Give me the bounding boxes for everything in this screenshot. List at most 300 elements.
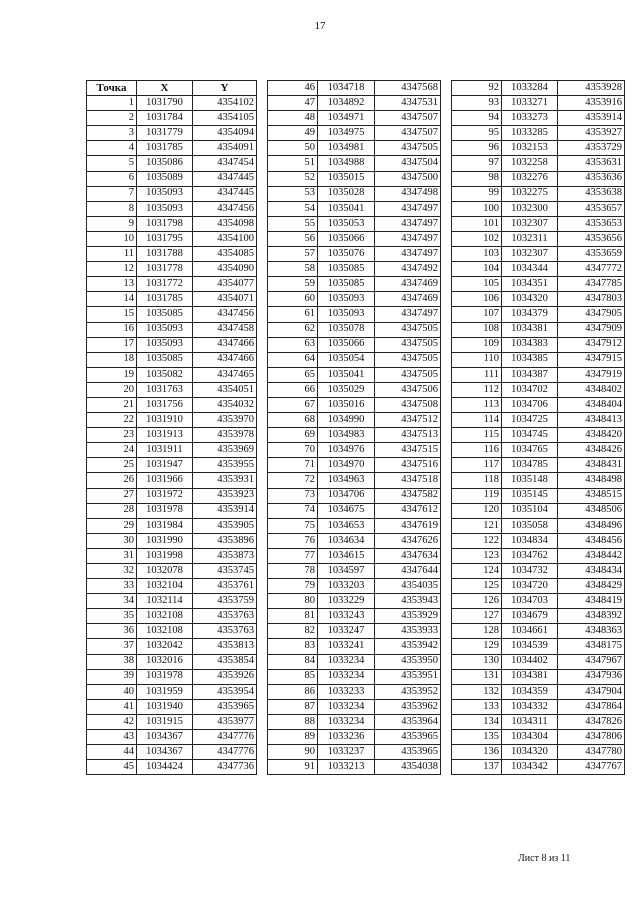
x-coordinate: 1035085: [318, 277, 375, 292]
x-coordinate: 1035076: [318, 247, 375, 262]
x-coordinate: 1035058: [502, 518, 558, 533]
x-coordinate: 1033237: [318, 745, 375, 760]
y-coordinate: 4348392: [558, 609, 625, 624]
y-coordinate: 4347456: [193, 201, 257, 216]
point-number: 72: [268, 473, 318, 488]
y-coordinate: 4347492: [375, 262, 441, 277]
point-number: 18: [87, 352, 137, 367]
x-coordinate: 1033213: [318, 760, 375, 775]
y-coordinate: 4348429: [558, 579, 625, 594]
coordinates-tables: [86, 80, 625, 775]
x-coordinate: 1035086: [137, 156, 193, 171]
table-row: [87, 171, 257, 186]
y-coordinate: 4353942: [375, 639, 441, 654]
y-coordinate: 4353965: [193, 699, 257, 714]
x-coordinate: 1035145: [502, 488, 558, 503]
table-row: [268, 352, 441, 367]
y-coordinate: 4347506: [375, 382, 441, 397]
y-coordinate: 4347505: [375, 352, 441, 367]
point-number: 54: [268, 201, 318, 216]
x-coordinate: 1031966: [137, 473, 193, 488]
y-coordinate: 4353951: [375, 669, 441, 684]
y-coordinate: 4347497: [375, 307, 441, 322]
table-row: [452, 277, 625, 292]
point-number: 86: [268, 684, 318, 699]
point-number: 99: [452, 186, 502, 201]
y-coordinate: 4353928: [558, 81, 625, 96]
table-row: [452, 443, 625, 458]
point-number: 23: [87, 428, 137, 443]
y-coordinate: 4348442: [558, 548, 625, 563]
x-coordinate: 1035041: [318, 201, 375, 216]
y-coordinate: 4347767: [558, 760, 625, 775]
x-coordinate: 1035028: [318, 186, 375, 201]
point-number: 49: [268, 126, 318, 141]
x-coordinate: 1035078: [318, 322, 375, 337]
x-coordinate: 1031913: [137, 428, 193, 443]
x-coordinate: 1031998: [137, 548, 193, 563]
x-coordinate: 1035082: [137, 367, 193, 382]
y-coordinate: 4354071: [193, 292, 257, 307]
y-coordinate: 4353905: [193, 518, 257, 533]
x-coordinate: 1034381: [502, 322, 558, 337]
table-row: [452, 669, 625, 684]
y-coordinate: 4353965: [375, 745, 441, 760]
coordinates-table-3: [451, 80, 625, 775]
y-coordinate: 4353943: [375, 594, 441, 609]
header-x: X: [137, 81, 193, 96]
x-coordinate: 1032153: [502, 141, 558, 156]
point-number: 77: [268, 548, 318, 563]
point-number: 47: [268, 96, 318, 111]
y-coordinate: 4348496: [558, 518, 625, 533]
x-coordinate: 1034379: [502, 307, 558, 322]
x-coordinate: 1035066: [318, 337, 375, 352]
y-coordinate: 4347905: [558, 307, 625, 322]
point-number: 19: [87, 367, 137, 382]
table-row: [268, 730, 441, 745]
y-coordinate: 4353916: [558, 96, 625, 111]
table-row: [452, 458, 625, 473]
point-number: 35: [87, 609, 137, 624]
y-coordinate: 4354032: [193, 397, 257, 412]
x-coordinate: 1035066: [318, 231, 375, 246]
x-coordinate: 1034718: [318, 81, 375, 96]
point-number: 94: [452, 111, 502, 126]
x-coordinate: 1035093: [137, 337, 193, 352]
point-number: 102: [452, 231, 502, 246]
y-coordinate: 4347505: [375, 367, 441, 382]
x-coordinate: 1032078: [137, 564, 193, 579]
point-number: 93: [452, 96, 502, 111]
y-coordinate: 4347497: [375, 247, 441, 262]
x-coordinate: 1033234: [318, 699, 375, 714]
table-row: [452, 533, 625, 548]
table-row: [268, 745, 441, 760]
table-row: [452, 564, 625, 579]
table-row: [452, 111, 625, 126]
table-row: [452, 503, 625, 518]
point-number: 26: [87, 473, 137, 488]
x-coordinate: 1034976: [318, 443, 375, 458]
point-number: 127: [452, 609, 502, 624]
y-coordinate: 4347612: [375, 503, 441, 518]
table-row: [452, 473, 625, 488]
point-number: 30: [87, 533, 137, 548]
x-coordinate: 1034359: [502, 684, 558, 699]
table-row: [87, 669, 257, 684]
point-number: 25: [87, 458, 137, 473]
point-number: 27: [87, 488, 137, 503]
point-number: 104: [452, 262, 502, 277]
table-row: [87, 413, 257, 428]
y-coordinate: 4347469: [375, 277, 441, 292]
point-number: 128: [452, 624, 502, 639]
point-number: 115: [452, 428, 502, 443]
y-coordinate: 4353952: [375, 684, 441, 699]
coordinates-table-2: [267, 80, 441, 775]
table-row: [268, 126, 441, 141]
x-coordinate: 1034834: [502, 533, 558, 548]
y-coordinate: 4347498: [375, 186, 441, 201]
y-coordinate: 4347915: [558, 352, 625, 367]
table-row: [87, 564, 257, 579]
table-row: [268, 594, 441, 609]
x-coordinate: 1035029: [318, 382, 375, 397]
point-number: 36: [87, 624, 137, 639]
y-coordinate: 4353761: [193, 579, 257, 594]
x-coordinate: 1031978: [137, 669, 193, 684]
x-coordinate: 1034424: [137, 760, 193, 775]
point-number: 58: [268, 262, 318, 277]
y-coordinate: 4347465: [193, 367, 257, 382]
table-row: [87, 609, 257, 624]
table-row: [268, 367, 441, 382]
y-coordinate: 4347469: [375, 292, 441, 307]
point-number: 13: [87, 277, 137, 292]
point-number: 130: [452, 654, 502, 669]
table-row: [452, 171, 625, 186]
y-coordinate: 4347909: [558, 322, 625, 337]
point-number: 55: [268, 216, 318, 231]
point-number: 132: [452, 684, 502, 699]
point-number: 84: [268, 654, 318, 669]
table-row: [87, 277, 257, 292]
table-row: [452, 216, 625, 231]
y-coordinate: 4347626: [375, 533, 441, 548]
table-row: [268, 277, 441, 292]
point-number: 33: [87, 579, 137, 594]
y-coordinate: 4353955: [193, 458, 257, 473]
table-row: [87, 307, 257, 322]
point-number: 1: [87, 96, 137, 111]
x-coordinate: 1033285: [502, 126, 558, 141]
point-number: 116: [452, 443, 502, 458]
y-coordinate: 4353873: [193, 548, 257, 563]
y-coordinate: 4348498: [558, 473, 625, 488]
point-number: 75: [268, 518, 318, 533]
point-number: 124: [452, 564, 502, 579]
y-coordinate: 4353759: [193, 594, 257, 609]
x-coordinate: 1031959: [137, 684, 193, 699]
y-coordinate: 4347500: [375, 171, 441, 186]
point-number: 53: [268, 186, 318, 201]
table-row: [268, 760, 441, 775]
x-coordinate: 1034675: [318, 503, 375, 518]
x-coordinate: 1033241: [318, 639, 375, 654]
point-number: 44: [87, 745, 137, 760]
table-row: [452, 397, 625, 412]
point-number: 87: [268, 699, 318, 714]
x-coordinate: 1035093: [137, 201, 193, 216]
x-coordinate: 1032307: [502, 216, 558, 231]
table-row: [268, 231, 441, 246]
x-coordinate: 1034387: [502, 367, 558, 382]
table-row: [87, 292, 257, 307]
table-row: [452, 382, 625, 397]
y-coordinate: 4353923: [193, 488, 257, 503]
y-coordinate: 4347864: [558, 699, 625, 714]
x-coordinate: 1034703: [502, 594, 558, 609]
x-coordinate: 1031795: [137, 231, 193, 246]
point-number: 103: [452, 247, 502, 262]
table-row: [87, 111, 257, 126]
table-row: [452, 428, 625, 443]
table-row: [452, 231, 625, 246]
x-coordinate: 1031784: [137, 111, 193, 126]
point-number: 113: [452, 397, 502, 412]
y-coordinate: 4347497: [375, 231, 441, 246]
point-number: 38: [87, 654, 137, 669]
header-y: Y: [193, 81, 257, 96]
y-coordinate: 4354098: [193, 216, 257, 231]
y-coordinate: 4347458: [193, 322, 257, 337]
y-coordinate: 4347634: [375, 548, 441, 563]
table-row: [268, 609, 441, 624]
y-coordinate: 4348434: [558, 564, 625, 579]
x-coordinate: 1031778: [137, 262, 193, 277]
table-row: [452, 201, 625, 216]
y-coordinate: 4348431: [558, 458, 625, 473]
point-number: 46: [268, 81, 318, 96]
point-number: 110: [452, 352, 502, 367]
y-coordinate: 4347497: [375, 201, 441, 216]
table-header-row: [87, 81, 257, 96]
point-number: 17: [87, 337, 137, 352]
y-coordinate: 4353926: [193, 669, 257, 684]
y-coordinate: 4353931: [193, 473, 257, 488]
point-number: 70: [268, 443, 318, 458]
x-coordinate: 1031978: [137, 503, 193, 518]
y-coordinate: 4353638: [558, 186, 625, 201]
table-row: [268, 397, 441, 412]
table-row: [268, 548, 441, 563]
table-row: [268, 216, 441, 231]
table-row: [452, 322, 625, 337]
point-number: 45: [87, 760, 137, 775]
point-number: 111: [452, 367, 502, 382]
point-number: 79: [268, 579, 318, 594]
table-row: [452, 156, 625, 171]
x-coordinate: 1031990: [137, 533, 193, 548]
table-row: [87, 624, 257, 639]
point-number: 80: [268, 594, 318, 609]
y-coordinate: 4347516: [375, 458, 441, 473]
x-coordinate: 1033234: [318, 654, 375, 669]
x-coordinate: 1031911: [137, 443, 193, 458]
x-coordinate: 1033247: [318, 624, 375, 639]
x-coordinate: 1032276: [502, 171, 558, 186]
point-number: 61: [268, 307, 318, 322]
table-row: [87, 760, 257, 775]
table-row: [268, 156, 441, 171]
table-row: [452, 624, 625, 639]
point-number: 119: [452, 488, 502, 503]
x-coordinate: 1034983: [318, 428, 375, 443]
x-coordinate: 1034661: [502, 624, 558, 639]
table-row: [87, 730, 257, 745]
table-row: [87, 488, 257, 503]
y-coordinate: 4347505: [375, 322, 441, 337]
table-row: [268, 699, 441, 714]
x-coordinate: 1033271: [502, 96, 558, 111]
y-coordinate: 4347497: [375, 216, 441, 231]
table-row: [268, 564, 441, 579]
y-coordinate: 4347456: [193, 307, 257, 322]
table-row: [87, 654, 257, 669]
y-coordinate: 4348426: [558, 443, 625, 458]
table-row: [268, 518, 441, 533]
point-number: 134: [452, 714, 502, 729]
point-number: 100: [452, 201, 502, 216]
point-number: 22: [87, 413, 137, 428]
y-coordinate: 4347445: [193, 171, 257, 186]
table-row: [452, 684, 625, 699]
point-number: 118: [452, 473, 502, 488]
y-coordinate: 4347513: [375, 428, 441, 443]
point-number: 88: [268, 714, 318, 729]
y-coordinate: 4347803: [558, 292, 625, 307]
table-row: [268, 458, 441, 473]
point-number: 85: [268, 669, 318, 684]
table-row: [87, 201, 257, 216]
x-coordinate: 1035041: [318, 367, 375, 382]
x-coordinate: 1033273: [502, 111, 558, 126]
table-row: [268, 382, 441, 397]
table-row: [452, 654, 625, 669]
table-row: [452, 126, 625, 141]
x-coordinate: 1035093: [137, 322, 193, 337]
table-row: [268, 533, 441, 548]
point-number: 65: [268, 367, 318, 382]
table-row: [452, 337, 625, 352]
x-coordinate: 1034720: [502, 579, 558, 594]
y-coordinate: 4354102: [193, 96, 257, 111]
table-row: [87, 745, 257, 760]
y-coordinate: 4347505: [375, 337, 441, 352]
x-coordinate: 1035085: [137, 307, 193, 322]
point-number: 97: [452, 156, 502, 171]
table-row: [452, 579, 625, 594]
table-row: [87, 428, 257, 443]
point-number: 7: [87, 186, 137, 201]
point-number: 73: [268, 488, 318, 503]
y-coordinate: 4354105: [193, 111, 257, 126]
x-coordinate: 1034679: [502, 609, 558, 624]
y-coordinate: 4347776: [193, 745, 257, 760]
x-coordinate: 1031915: [137, 714, 193, 729]
x-coordinate: 1031798: [137, 216, 193, 231]
y-coordinate: 4354038: [375, 760, 441, 775]
point-number: 101: [452, 216, 502, 231]
point-number: 8: [87, 201, 137, 216]
y-coordinate: 4353965: [375, 730, 441, 745]
y-coordinate: 4353763: [193, 609, 257, 624]
y-coordinate: 4353964: [375, 714, 441, 729]
y-coordinate: 4353659: [558, 247, 625, 262]
point-number: 74: [268, 503, 318, 518]
table-row: [268, 443, 441, 458]
x-coordinate: 1034385: [502, 352, 558, 367]
x-coordinate: 1033234: [318, 669, 375, 684]
y-coordinate: 4353954: [193, 684, 257, 699]
point-number: 82: [268, 624, 318, 639]
x-coordinate: 1034706: [502, 397, 558, 412]
table-row: [452, 699, 625, 714]
point-number: 50: [268, 141, 318, 156]
y-coordinate: 4348515: [558, 488, 625, 503]
table-row: [268, 141, 441, 156]
x-coordinate: 1034351: [502, 277, 558, 292]
point-number: 42: [87, 714, 137, 729]
table-row: [87, 337, 257, 352]
table-row: [268, 307, 441, 322]
table-row: [268, 624, 441, 639]
table-row: [452, 548, 625, 563]
y-coordinate: 4348419: [558, 594, 625, 609]
x-coordinate: 1033229: [318, 594, 375, 609]
x-coordinate: 1032108: [137, 624, 193, 639]
x-coordinate: 1034381: [502, 669, 558, 684]
y-coordinate: 4348413: [558, 413, 625, 428]
y-coordinate: 4347466: [193, 337, 257, 352]
y-coordinate: 4347568: [375, 81, 441, 96]
x-coordinate: 1034765: [502, 443, 558, 458]
x-coordinate: 1031972: [137, 488, 193, 503]
point-number: 10: [87, 231, 137, 246]
x-coordinate: 1034963: [318, 473, 375, 488]
x-coordinate: 1034975: [318, 126, 375, 141]
table-row: [452, 714, 625, 729]
table-row: [452, 730, 625, 745]
point-number: 6: [87, 171, 137, 186]
point-number: 28: [87, 503, 137, 518]
sheet-label: Лист 8 из 11: [518, 853, 571, 864]
table-row: [87, 699, 257, 714]
y-coordinate: 4347826: [558, 714, 625, 729]
y-coordinate: 4353653: [558, 216, 625, 231]
point-number: 31: [87, 548, 137, 563]
point-number: 90: [268, 745, 318, 760]
point-number: 106: [452, 292, 502, 307]
x-coordinate: 1031763: [137, 382, 193, 397]
table-row: [268, 81, 441, 96]
point-number: 5: [87, 156, 137, 171]
point-number: 3: [87, 126, 137, 141]
y-coordinate: 4353977: [193, 714, 257, 729]
x-coordinate: 1034615: [318, 548, 375, 563]
table-row: [87, 639, 257, 654]
